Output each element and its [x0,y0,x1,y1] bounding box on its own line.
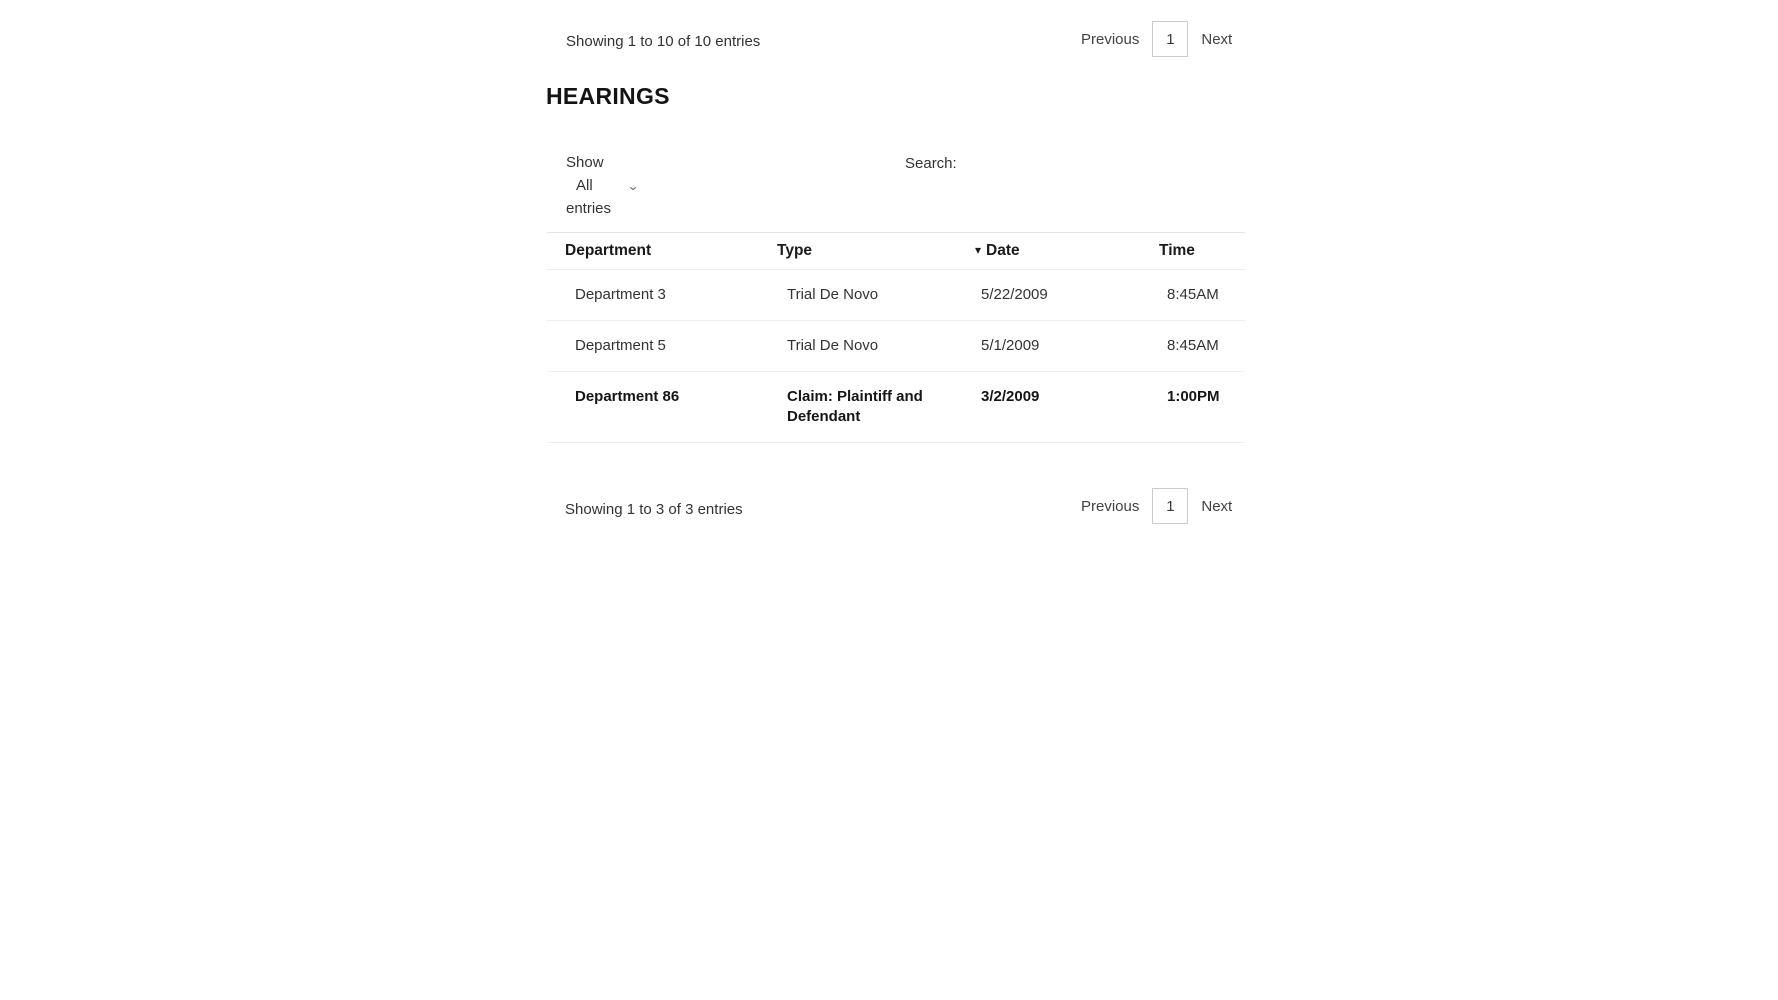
column-header-time[interactable] [1151,233,1245,270]
entries-length-value: All [576,177,593,194]
bottom-table-info: Showing 1 to 3 of 3 entries [565,501,743,518]
entries-length-select[interactable] [574,175,640,196]
show-label: Show [566,154,604,171]
sort-descending-icon: ▾ [975,243,982,257]
table-row [547,321,1245,372]
column-header-label: Department [565,242,652,259]
table-header-row [547,233,1245,270]
current-page-button[interactable]: 1 [1152,21,1188,57]
cell-department: Department 3 [547,270,759,321]
column-header-label: Date [986,242,1020,259]
previous-page-button[interactable]: Previous [1081,497,1140,515]
top-pagination [1081,21,1232,57]
top-table-info: Showing 1 to 10 of 10 entries [566,33,761,50]
column-header-date[interactable] [971,233,1151,270]
search-label: Search: [905,154,957,172]
show-entries-control [566,152,676,219]
cell-date: 3/2/2009 [971,372,1151,443]
entries-label: entries [566,200,612,217]
column-header-department[interactable] [547,233,759,270]
table-row [547,270,1245,321]
cell-type: Trial De Novo [759,321,971,372]
cell-date: 5/22/2009 [971,270,1151,321]
search-input[interactable] [967,150,1147,176]
hearings-table [547,232,1245,443]
column-header-type[interactable] [759,233,971,270]
column-header-label: Type [777,242,813,259]
cell-department: Department 5 [547,321,759,372]
chevron-down-icon: ⌄ [626,178,640,193]
cell-department: Department 86 [547,372,759,443]
current-page-button[interactable]: 1 [1152,488,1188,524]
cell-time: 8:45AM [1151,321,1245,372]
table-row [547,372,1245,443]
bottom-pagination [1081,488,1232,524]
search-control [905,150,1147,176]
cell-date: 5/1/2009 [971,321,1151,372]
column-header-label: Time [1159,242,1195,259]
previous-page-button[interactable]: Previous [1081,30,1140,48]
cell-type: Trial De Novo [759,270,971,321]
next-page-button[interactable]: Next [1201,30,1233,48]
cell-type: Claim: Plaintiff and Defendant [759,372,971,443]
cell-time: 8:45AM [1151,270,1245,321]
page-title: HEARINGS [546,83,670,109]
cell-time: 1:00PM [1151,372,1245,443]
next-page-button[interactable]: Next [1201,497,1233,515]
